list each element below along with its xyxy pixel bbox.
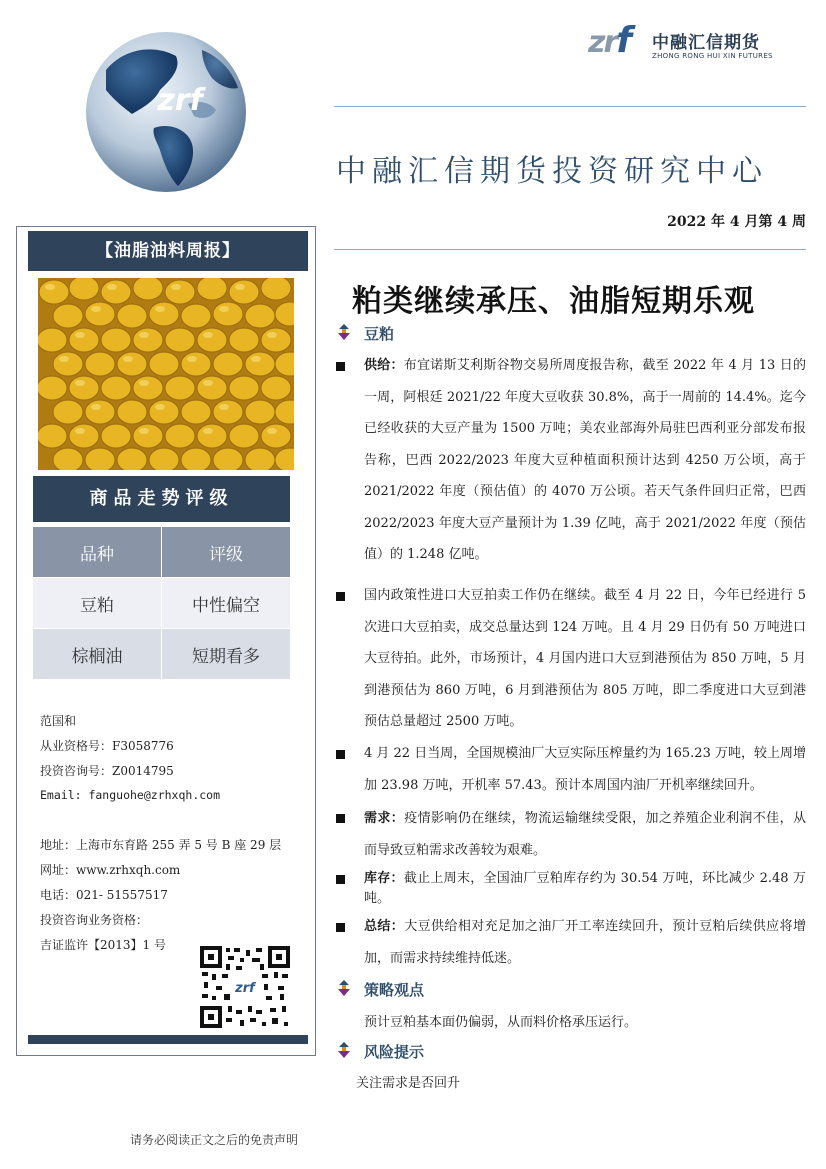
qualification-number: 吉证监许【2013】1 号: [40, 938, 166, 952]
rating-header-commodity: 品种: [33, 527, 162, 578]
label-stock: 库存：: [364, 871, 404, 886]
company-name-en: ZHONG RONG HUI XIN FUTURES: [652, 52, 773, 60]
rating-table: [32, 526, 291, 680]
bullet-square: [336, 362, 345, 371]
section-arrow-icon: [336, 980, 352, 996]
bullet-square: [336, 592, 345, 601]
bullet-square: [336, 750, 345, 759]
label-summary: 总结：: [364, 919, 405, 934]
rating-value: 中性偏空: [162, 578, 291, 629]
qr-code: [200, 946, 290, 1028]
company-website: 网址：www.zrhxqh.com: [40, 863, 181, 877]
footer-disclaimer: 请务必阅读正文之后的免责声明: [130, 1133, 299, 1147]
paragraph-summary: [364, 911, 806, 974]
soybean-image: [38, 278, 294, 470]
header-divider-bottom: [334, 249, 806, 250]
paragraph-demand: [364, 803, 806, 866]
paragraph-policy: 国内政策性进口大豆拍卖工作仍在继续。截至 4 月 22 日，今年已经进行 5 次进口大豆拍卖，成交总量达到 124 万吨。且 4 月 29 日仍有 50 万吨进口大豆待拍。此外，市场预计，4 月国内进口大豆到港预估为 850 万吨，5 月到港预估为 860 万吨，6 月到港预估为 805 万吨，即二季度进口大豆到港预估总量超过 2500 万吨。: [364, 588, 806, 729]
text-summary: 大豆供给相对充足加之油厂开工率连续回升，预计豆粕后续供应将增加，而需求持续维持低迷。: [364, 919, 806, 966]
bullet-square: [336, 814, 345, 823]
svg-text:zrf: zrf: [235, 981, 255, 996]
rating-commodity: 棕榈油: [33, 629, 162, 680]
label-supply: 供给：: [364, 358, 404, 373]
section-arrow-icon: [336, 324, 352, 340]
company-address: 地址：上海市东育路 255 弄 5 号 B 座 29 层: [40, 838, 282, 852]
research-center-title: 中融汇信期货投资研究中心: [336, 154, 768, 189]
rating-value: 短期看多: [162, 629, 291, 680]
table-row: [33, 578, 291, 629]
svg-text:zrf: zrf: [157, 83, 203, 118]
sidebar-footer-bar: [28, 1035, 308, 1044]
report-type: 【油脂油料周报】: [28, 231, 308, 271]
article-title: 粕类继续承压、油脂短期乐观: [352, 284, 755, 319]
section-title-risk: 风险提示: [364, 1043, 425, 1061]
bullet-square: [336, 923, 345, 932]
text-supply: 布宜诺斯艾利斯谷物交易所周度报告称，截至 2022 年 4 月 13 日的一周，阿根廷 2021/22 年度大豆收获 30.8%，高于一周前的 14.4%。迄今已经收获的大豆产量为 1500 万吨；美农业部海外局驻巴西利亚分部发布报告称，巴西 2022/2023 年度大豆种植面积预计达到 4250 万公顷，高于 2021/2022 年度（预估值）的 4070 万公顷。若天气条件回归正常，巴西 2022/2023 年度大豆产量预计为 1.39 亿吨，高于 2021/2022 年度（预估值）的 1.248 亿吨。: [364, 358, 806, 562]
analyst-name: 范国和: [40, 714, 77, 728]
table-row: [33, 629, 291, 680]
text-stock: 截止上周末，全国油厂豆粕库存约为 30.54 万吨，环比减少 2.48 万吨。: [364, 871, 806, 906]
header-divider-top: [334, 106, 806, 107]
label-demand: 需求：: [364, 811, 405, 826]
logo-mark: zrf: [588, 20, 630, 61]
rating-commodity: 豆粕: [33, 578, 162, 629]
rating-table-header: [33, 527, 291, 578]
company-name-cn: 中融汇信期货: [652, 33, 760, 53]
paragraph-stock: [364, 869, 806, 909]
text-risk: 关注需求是否回升: [356, 1076, 461, 1091]
company-phone: 电话：021- 51557517: [40, 888, 168, 902]
paragraph-crush: 4 月 22 日当周，全国规模油厂大豆实际压榨量约为 165.23 万吨，较上周增加 23.98 万吨，开机率 57.43。预计本周国内油厂开机率继续回升。: [364, 746, 806, 793]
paragraph-supply: [364, 350, 806, 571]
bullet-square: [336, 875, 345, 884]
rating-header-rating: 评级: [162, 527, 291, 578]
rating-title: 商品走势评级: [33, 476, 290, 522]
consult-number: 投资咨询号：Z0014795: [40, 764, 174, 778]
report-date: 2022 年 4 月第 4 周: [667, 214, 806, 230]
qualification-label: 投资咨询业务资格：: [40, 913, 149, 927]
text-demand: 疫情影响仍在继续，物流运输继续受限，加之养殖企业利润不佳，从而导致豆粕需求改善较为艰难。: [364, 811, 806, 858]
globe-logo: [84, 30, 248, 194]
section-arrow-icon: [336, 1042, 352, 1058]
analyst-email: Email: fanguohe@zrhxqh.com: [40, 788, 221, 802]
text-strategy: 预计豆粕基本面仍偏弱，从而料价格承压运行。: [364, 1015, 638, 1030]
section-title-soymeal: 豆粕: [364, 325, 395, 343]
section-title-strategy: 策略观点: [364, 981, 425, 999]
license-number: 从业资格号：F3058776: [40, 739, 174, 753]
